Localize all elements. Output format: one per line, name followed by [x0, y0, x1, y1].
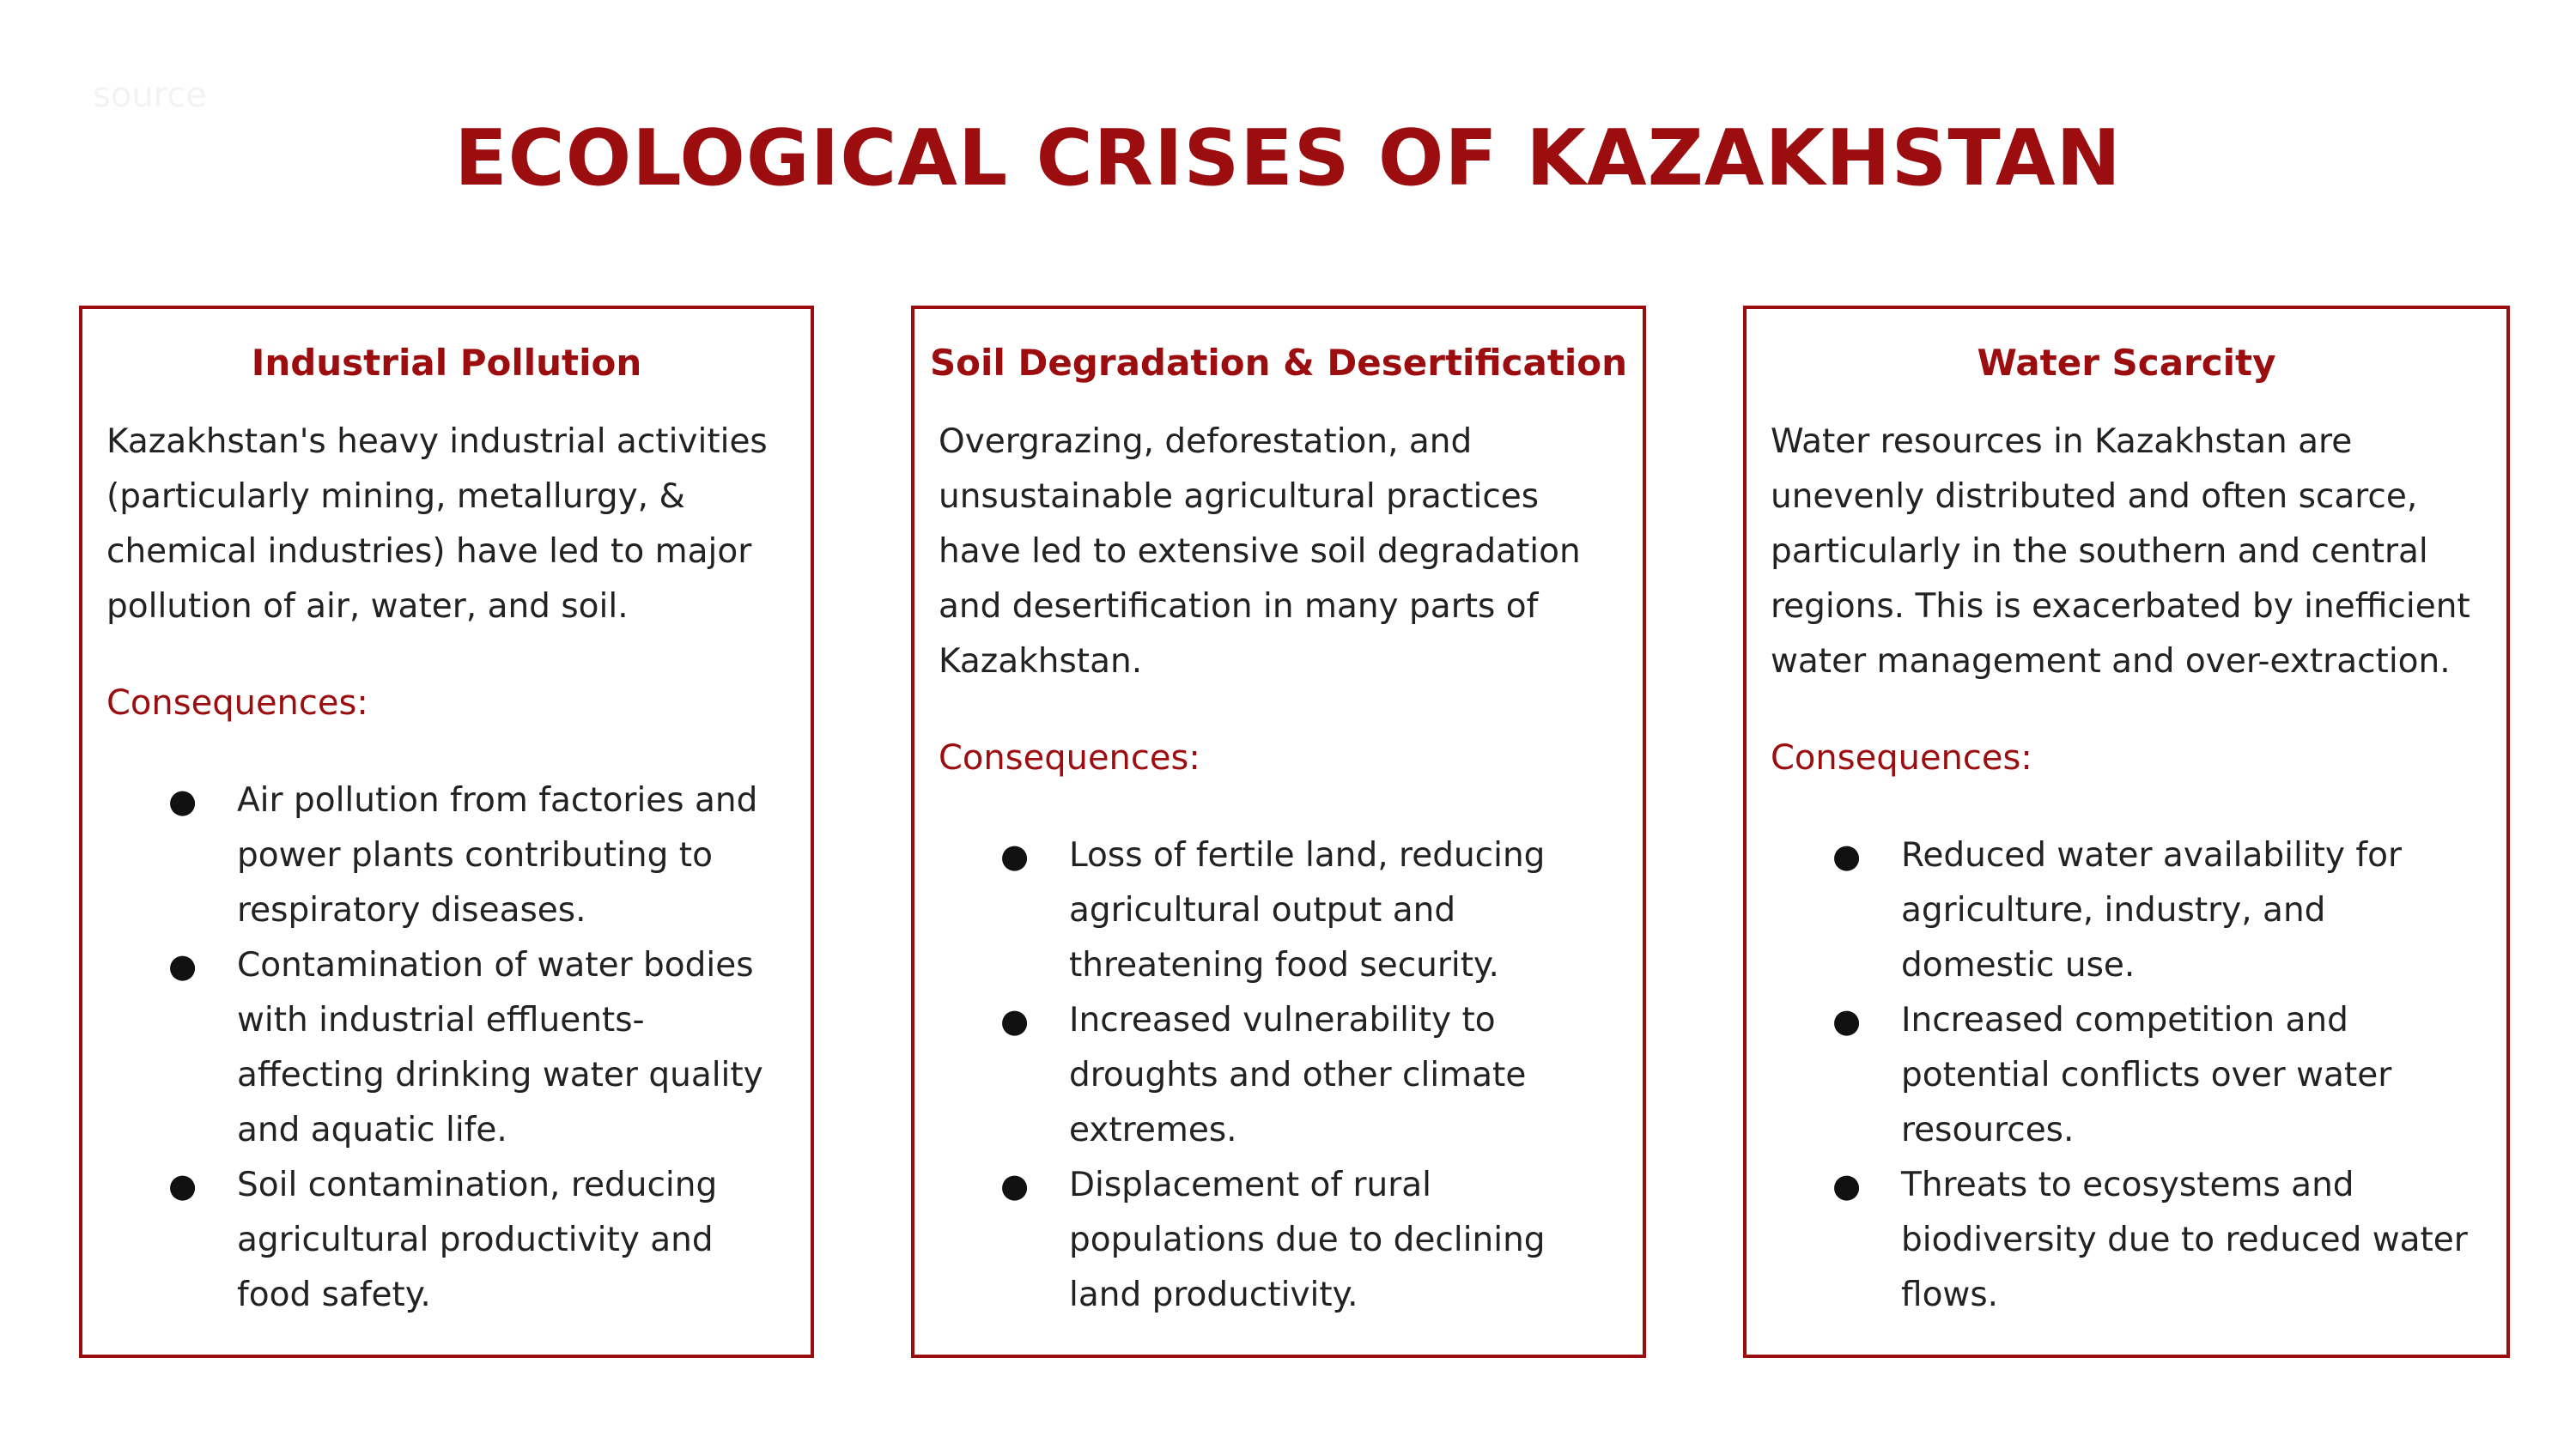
bullet-icon: ● — [168, 947, 197, 985]
list-item — [939, 993, 1619, 1158]
bullet-icon: ● — [168, 1167, 197, 1204]
list-item-text: Air pollution from factories and power plants contributing to respiratory diseases. — [237, 781, 758, 930]
card-heading: Soil Degradation & Desertification — [929, 342, 1628, 384]
consequences-list — [106, 773, 787, 1323]
list-item-text: Threats to ecosystems and biodiversity due to reduced water flows. — [1901, 1166, 2468, 1314]
card-water-scarcity — [1743, 306, 2510, 1358]
card-body — [82, 415, 811, 1323]
bullet-icon: ● — [1832, 837, 1862, 875]
consequences-list — [939, 828, 1619, 1323]
list-item-text: Soil contamination, reducing agricultural productivity and food safety. — [237, 1166, 718, 1314]
consequences-label: Consequences: — [1771, 738, 2032, 778]
list-item-text: Reduced water availability for agriculture, industry, and domestic use. — [1901, 836, 2403, 985]
bullet-icon: ● — [1000, 1167, 1030, 1204]
card-industrial-pollution — [79, 306, 814, 1358]
list-item — [1771, 993, 2482, 1158]
list-item — [1771, 828, 2482, 993]
list-item — [106, 1158, 787, 1323]
list-item — [1771, 1158, 2482, 1323]
list-item-text: Contamination of water bodies with industrial effluents-affecting drinking water quality and aquatic life. — [237, 946, 763, 1149]
card-heading: Industrial Pollution — [251, 342, 642, 384]
consequences-label: Consequences: — [106, 683, 368, 723]
card-description: Kazakhstan's heavy industrial activities (particularly mining, metallurgy, & chemical industries) have led to major pollution of air, water, and soil. — [106, 422, 768, 626]
card-description: Water resources in Kazakhstan are unevenly distributed and often scarce, particularly in the southern and central regions. This is exacerbated by inefficient water management and over-extraction. — [1771, 422, 2470, 681]
card-soil-degradation — [911, 306, 1646, 1358]
list-item — [939, 828, 1619, 993]
card-description: Overgrazing, deforestation, and unsustainable agricultural practices have led to extensive soil degradation and desertification in many parts of Kazakhstan. — [939, 422, 1581, 681]
page-title: ECOLOGICAL CRISES OF KAZAKHSTAN — [454, 113, 2122, 203]
bullet-icon: ● — [168, 782, 197, 820]
bullet-icon: ● — [1000, 837, 1030, 875]
bullet-icon: ● — [1000, 1002, 1030, 1040]
bullet-icon: ● — [1832, 1002, 1862, 1040]
list-item — [106, 938, 787, 1158]
list-item-text: Displacement of rural populations due to declining land productivity. — [1069, 1166, 1546, 1314]
consequences-list — [1771, 828, 2482, 1323]
card-body — [1747, 415, 2506, 1323]
consequences-label: Consequences: — [939, 738, 1200, 778]
list-item-text: Loss of fertile land, reducing agricultural output and threatening food security. — [1069, 836, 1546, 985]
list-item — [106, 773, 787, 938]
bullet-icon: ● — [1832, 1167, 1862, 1204]
list-item-text: Increased vulnerability to droughts and other climate extremes. — [1069, 1001, 1527, 1149]
card-body — [914, 415, 1643, 1323]
list-item — [939, 1158, 1619, 1323]
list-item-text: Increased competition and potential conflicts over water resources. — [1901, 1001, 2392, 1149]
source-label: source — [93, 76, 207, 115]
card-heading: Water Scarcity — [1977, 342, 2276, 384]
